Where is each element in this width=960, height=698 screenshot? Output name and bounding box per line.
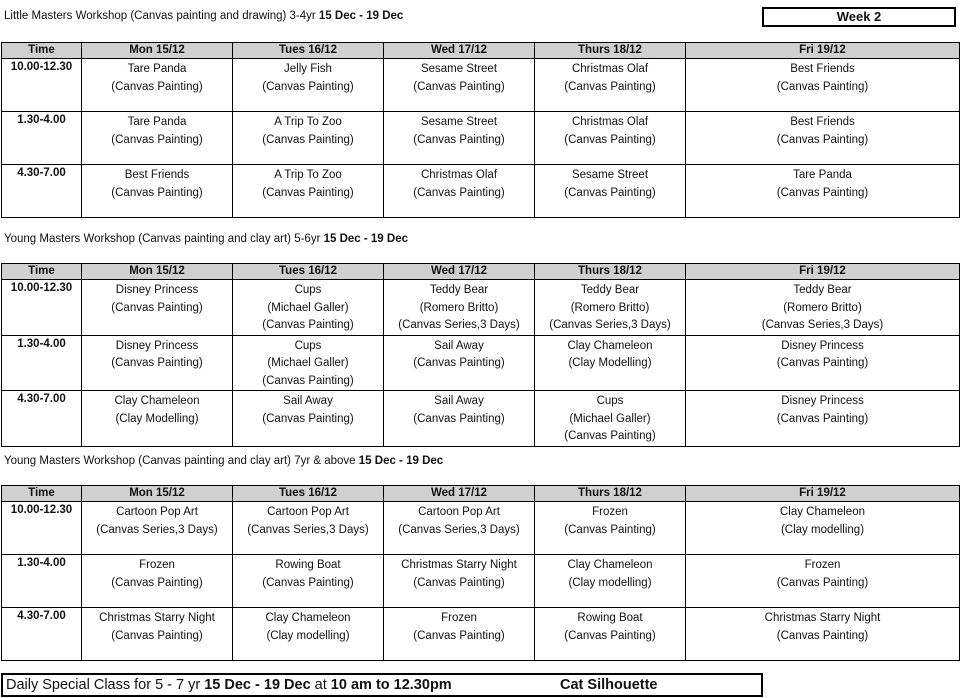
column-header-day: Tues 16/12 xyxy=(233,264,384,280)
class-title: Tare Panda xyxy=(127,116,187,128)
class-cell xyxy=(384,555,535,608)
class-detail: (Clay modelling) xyxy=(780,523,865,536)
class-detail: (Canvas Painting) xyxy=(413,412,505,425)
class-detail: (Canvas Painting) xyxy=(413,576,505,589)
class-title: Sail Away xyxy=(434,395,484,407)
table-row xyxy=(2,391,960,447)
time-slot: 10.00-12.30 xyxy=(2,280,82,336)
class-cell xyxy=(384,112,535,165)
class-cell xyxy=(686,112,960,165)
class-detail: (Canvas Painting) xyxy=(564,80,656,93)
class-cell xyxy=(686,502,960,555)
class-cell xyxy=(686,391,960,447)
class-title: Clay Chameleon xyxy=(779,506,865,518)
class-detail: (Canvas Painting) xyxy=(413,80,505,93)
class-detail: (Canvas Painting) xyxy=(111,629,203,642)
class-cell xyxy=(233,608,384,661)
column-header-day: Mon 15/12 xyxy=(82,486,233,502)
class-cell xyxy=(686,608,960,661)
class-title: Clay Chameleon xyxy=(567,339,653,352)
class-cell xyxy=(384,335,535,391)
daily-special-class-banner xyxy=(1,673,763,697)
class-cell xyxy=(535,335,686,391)
class-detail: (Canvas Painting) xyxy=(564,430,656,442)
class-cell xyxy=(384,502,535,555)
class-title: Sesame Street xyxy=(420,63,498,75)
class-detail: (Canvas Painting) xyxy=(111,80,203,93)
time-slot: 4.30-7.00 xyxy=(2,165,82,218)
class-title: Christmas Starry Night xyxy=(401,559,517,571)
column-header-day: Fri 19/12 xyxy=(686,486,960,502)
class-detail: (Canvas Painting) xyxy=(262,80,354,93)
class-cell xyxy=(686,335,960,391)
column-header-day: Wed 17/12 xyxy=(384,486,535,502)
table-row xyxy=(2,165,960,218)
table-row xyxy=(2,555,960,608)
time-slot: 1.30-4.00 xyxy=(2,555,82,608)
class-detail: (Michael Galler) xyxy=(267,301,349,314)
class-title: Frozen xyxy=(592,506,628,518)
class-title: Sail Away xyxy=(434,339,484,352)
class-cell xyxy=(233,391,384,447)
column-header-day: Wed 17/12 xyxy=(384,43,535,59)
footer-class-name: Cat Silhouette xyxy=(560,677,658,693)
class-detail: (Romero Britto) xyxy=(783,301,862,314)
class-cell xyxy=(384,280,535,336)
class-title: Best Friends xyxy=(790,63,855,75)
schedule-table-little-masters xyxy=(1,42,960,218)
class-title: A Trip To Zoo xyxy=(274,169,342,181)
class-title: A Trip To Zoo xyxy=(274,116,342,128)
column-header-day: Fri 19/12 xyxy=(686,43,960,59)
class-title: Frozen xyxy=(804,559,841,571)
class-title: Disney Princess xyxy=(781,339,864,352)
class-title: Tare Panda xyxy=(127,63,187,75)
class-cell xyxy=(535,608,686,661)
section-title: Young Masters Workshop (Canvas painting and clay art) 7yr & above xyxy=(4,455,359,467)
class-title: Frozen xyxy=(139,559,175,571)
class-detail: (Clay Modelling) xyxy=(568,357,652,369)
class-title: Clay Chameleon xyxy=(114,395,200,407)
class-cell xyxy=(82,112,233,165)
class-detail: (Canvas Painting) xyxy=(413,629,505,642)
class-cell xyxy=(535,502,686,555)
class-detail: (Canvas Painting) xyxy=(776,133,869,146)
column-header-time: Time xyxy=(2,264,82,280)
class-detail: (Canvas Series,3 Days) xyxy=(398,523,520,536)
class-detail: (Canvas Painting) xyxy=(564,186,656,199)
class-title: Disney Princess xyxy=(781,395,864,407)
class-detail: (Romero Britto) xyxy=(570,301,650,314)
class-title: Christmas Olaf xyxy=(571,63,649,75)
class-cell xyxy=(384,608,535,661)
class-detail: (Canvas Painting) xyxy=(564,523,656,536)
column-header-day: Tues 16/12 xyxy=(233,43,384,59)
class-title: Cartoon Pop Art xyxy=(418,506,500,518)
column-header-day: Fri 19/12 xyxy=(686,264,960,280)
section-title: Little Masters Workshop (Canvas painting and drawing) 3-4yr xyxy=(4,10,319,22)
class-title: Sesame Street xyxy=(420,116,498,128)
table-row xyxy=(2,112,960,165)
class-detail: (Canvas Painting) xyxy=(776,629,869,642)
class-title: Tare Panda xyxy=(793,169,852,181)
class-title: Sesame Street xyxy=(571,169,649,181)
class-cell xyxy=(686,280,960,336)
class-detail: (Canvas Painting) xyxy=(413,186,505,199)
class-detail: (Canvas Painting) xyxy=(262,319,354,331)
section-2-heading xyxy=(4,233,408,245)
class-detail: (Canvas Painting) xyxy=(564,133,656,146)
class-detail: (Canvas Painting) xyxy=(111,301,203,314)
class-title: Christmas Olaf xyxy=(571,116,649,128)
footer-prefix: Daily Special Class for 5 - 7 yr xyxy=(6,677,205,693)
class-cell xyxy=(233,280,384,336)
class-cell xyxy=(686,555,960,608)
table-row xyxy=(2,280,960,336)
class-detail: (Clay modelling) xyxy=(568,576,652,589)
class-title: Rowing Boat xyxy=(275,559,341,571)
class-cell xyxy=(535,59,686,112)
time-slot: 10.00-12.30 xyxy=(2,59,82,112)
class-detail: (Canvas Series,3 Days) xyxy=(549,319,671,331)
class-cell xyxy=(82,280,233,336)
class-cell xyxy=(82,555,233,608)
column-header-day: Mon 15/12 xyxy=(82,264,233,280)
week-label: Week 2 xyxy=(762,7,956,27)
class-title: Jelly Fish xyxy=(284,63,332,75)
column-header-day: Tues 16/12 xyxy=(233,486,384,502)
class-title: Best Friends xyxy=(790,116,855,128)
class-detail: (Canvas Series,3 Days) xyxy=(398,319,520,331)
class-detail: (Canvas Series,3 Days) xyxy=(96,523,218,536)
class-cell xyxy=(233,502,384,555)
class-detail: (Canvas Painting) xyxy=(564,629,656,642)
class-detail: (Canvas Painting) xyxy=(413,357,505,369)
footer-middle: at xyxy=(310,677,331,693)
class-title: Teddy Bear xyxy=(580,284,640,296)
class-detail: (Canvas Painting) xyxy=(262,576,354,589)
class-detail: (Clay Modelling) xyxy=(115,412,199,425)
class-detail: (Canvas Painting) xyxy=(776,357,869,369)
class-cell xyxy=(233,555,384,608)
class-detail: (Canvas Painting) xyxy=(111,576,203,589)
class-detail: (Clay modelling) xyxy=(266,629,350,642)
class-detail: (Canvas Painting) xyxy=(413,133,505,146)
table-row xyxy=(2,59,960,112)
class-title: Teddy Bear xyxy=(793,284,852,296)
class-cell xyxy=(535,165,686,218)
section-title: Young Masters Workshop (Canvas painting and clay art) 5-6yr xyxy=(4,233,324,245)
class-title: Christmas Olaf xyxy=(420,169,498,181)
time-slot: 10.00-12.30 xyxy=(2,502,82,555)
column-header-time: Time xyxy=(2,486,82,502)
class-title: Teddy Bear xyxy=(429,284,489,296)
class-cell xyxy=(233,165,384,218)
class-cell xyxy=(384,165,535,218)
class-detail: (Michael Galler) xyxy=(267,357,349,369)
column-header-day: Thurs 18/12 xyxy=(535,264,686,280)
class-cell xyxy=(686,165,960,218)
class-cell xyxy=(82,59,233,112)
class-title: Cartoon Pop Art xyxy=(116,506,198,518)
class-title: Disney Princess xyxy=(115,284,199,296)
schedule-table-young-masters-7-above xyxy=(1,485,960,661)
class-detail: (Canvas Series,3 Days) xyxy=(761,319,884,331)
class-cell xyxy=(535,280,686,336)
class-title: Frozen xyxy=(441,612,477,624)
header-row xyxy=(2,264,960,280)
class-cell xyxy=(82,502,233,555)
column-header-day: Thurs 18/12 xyxy=(535,486,686,502)
class-title: Cups xyxy=(294,284,322,296)
class-cell xyxy=(384,59,535,112)
class-detail: (Canvas Painting) xyxy=(262,412,354,425)
class-detail: (Canvas Painting) xyxy=(776,412,869,425)
time-slot: 4.30-7.00 xyxy=(2,608,82,661)
class-cell xyxy=(535,555,686,608)
class-title: Disney Princess xyxy=(115,339,199,352)
table-row xyxy=(2,335,960,391)
class-detail: (Canvas Painting) xyxy=(262,186,354,199)
class-detail: (Canvas Painting) xyxy=(776,576,869,589)
time-slot: 4.30-7.00 xyxy=(2,391,82,447)
class-title: Rowing Boat xyxy=(577,612,643,624)
class-cell xyxy=(82,608,233,661)
class-title: Christmas Starry Night xyxy=(764,612,881,624)
class-detail: (Canvas Painting) xyxy=(111,357,203,369)
class-detail: (Canvas Painting) xyxy=(776,80,869,93)
class-title: Best Friends xyxy=(124,169,190,181)
section-3-heading xyxy=(4,455,443,467)
column-header-time: Time xyxy=(2,43,82,59)
class-title: Cups xyxy=(596,395,624,407)
class-detail: (Canvas Painting) xyxy=(111,133,203,146)
class-cell xyxy=(233,59,384,112)
class-cell xyxy=(535,112,686,165)
class-cell xyxy=(82,391,233,447)
class-title: Clay Chameleon xyxy=(567,559,653,571)
footer-time: 10 am to 12.30pm xyxy=(330,677,452,693)
table-row xyxy=(2,502,960,555)
class-cell xyxy=(535,391,686,447)
class-detail: (Romero Britto) xyxy=(419,301,499,314)
class-title: Sail Away xyxy=(283,395,333,407)
header-row xyxy=(2,486,960,502)
class-title: Christmas Starry Night xyxy=(99,612,215,624)
time-slot: 1.30-4.00 xyxy=(2,335,82,391)
class-detail: (Canvas Painting) xyxy=(776,186,869,199)
class-detail: (Canvas Painting) xyxy=(262,133,354,146)
column-header-day: Mon 15/12 xyxy=(82,43,233,59)
class-detail: (Michael Galler) xyxy=(569,412,651,425)
class-cell xyxy=(686,59,960,112)
section-1-heading xyxy=(4,10,403,22)
header-row xyxy=(2,43,960,59)
column-header-day: Wed 17/12 xyxy=(384,264,535,280)
class-detail: (Canvas Painting) xyxy=(111,186,203,199)
class-cell xyxy=(233,335,384,391)
footer-dates: 15 Dec - 19 Dec xyxy=(204,677,311,693)
class-detail: (Canvas Series,3 Days) xyxy=(247,523,369,536)
class-cell xyxy=(82,335,233,391)
class-cell xyxy=(82,165,233,218)
schedule-table-young-masters-5-6 xyxy=(1,263,960,447)
section-dates: 15 Dec - 19 Dec xyxy=(358,455,444,467)
column-header-day: Thurs 18/12 xyxy=(535,43,686,59)
section-dates: 15 Dec - 19 Dec xyxy=(323,233,408,245)
class-title: Cups xyxy=(294,339,322,352)
time-slot: 1.30-4.00 xyxy=(2,112,82,165)
class-cell xyxy=(384,391,535,447)
table-row xyxy=(2,608,960,661)
class-title: Cartoon Pop Art xyxy=(267,506,349,518)
class-title: Clay Chameleon xyxy=(265,612,351,624)
section-dates: 15 Dec - 19 Dec xyxy=(318,10,404,22)
class-cell xyxy=(233,112,384,165)
class-detail: (Canvas Painting) xyxy=(262,374,354,387)
